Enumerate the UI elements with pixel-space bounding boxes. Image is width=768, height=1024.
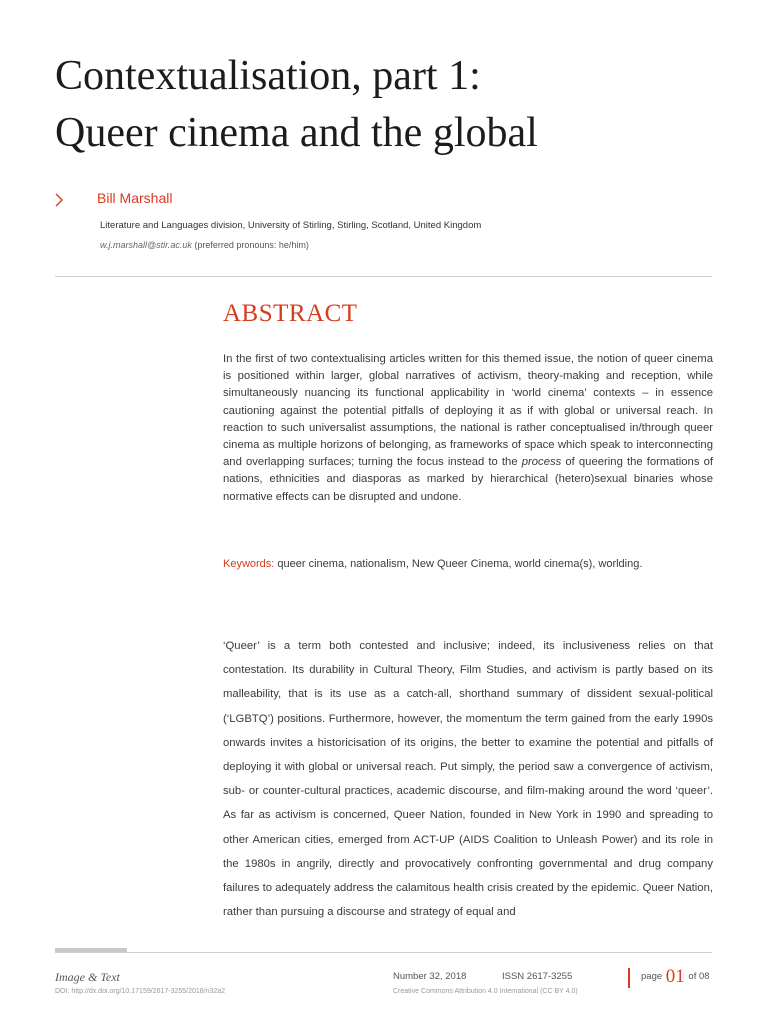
author-email[interactable]: w.j.marshall@stir.ac.uk [100,240,192,250]
page-total: of 08 [688,971,710,982]
keywords-list: queer cinema, nationalism, New Queer Cinema, world cinema(s), worlding. [277,558,643,570]
issue-number: Number 32, 2018 [393,971,467,982]
author-contact [100,240,309,250]
author-pronouns: (preferred pronouns: he/him) [194,240,309,250]
abstract-text-part-1: In the first of two contextualising articles written for this themed issue, the notion of queer cinema is positioned within larger, global narratives of activism, theory-making and reception, while simultaneously nuancing its functional applicability in ‘world cinema’ contexts – in essence cautioning against the potential pitfalls of deploying it as if with global or universal reach. In reaction to such universalist assumptions, the national is rather conceptualised in/through queer cinema as multiple horizons of belonging, as frameworks of space which speak to interconnecting and overlapping surfaces; turning the focus instead to the [223,353,713,469]
license: Creative Commons Attribution 4.0 International (CC BY 4.0) [393,988,578,995]
issn: ISSN 2617-3255 [502,971,573,982]
title-line-1: Contextualisation, part 1: [55,53,481,99]
page-current: 01 [665,966,685,987]
article-title [55,48,735,162]
page-label: page [641,971,663,982]
doi-link[interactable]: DOI: http://dx.doi.org/10.17159/2617-3255/2018/n32a2 [55,988,226,995]
chevron-right-icon [52,188,72,212]
footer-divider [55,952,712,953]
title-line-2: Queer cinema and the global [55,110,538,156]
abstract-text-italic: process [521,456,562,469]
page-number [641,966,710,988]
keywords-label: Keywords: [223,558,275,570]
author-affiliation: Literature and Languages division, University of Stirling, Stirling, Scotland, United Kingdom [100,220,482,231]
page-divider [628,968,630,988]
abstract-text [223,351,713,506]
abstract-heading: ABSTRACT [223,300,358,327]
author-name: Bill Marshall [97,190,173,206]
header-divider [55,276,712,277]
abstract-text-part-2: of queering the formations of nations, ethnicities and diasporas as marked by hierarchical (hetero)sexual binaries whose normative effects can be disrupted and undone. [223,456,713,503]
body-paragraph: ‘Queer’ is a term both contested and inclusive; indeed, its inclusiveness relies on that contestation. Its durability in Cultural Theory, Film Studies, and activism is partly based on its malleability, that is its use as a catch-all, shorthand summary of dissident sexual-political (‘LGBTQ’) positions. Furthermore, however, the momentum the term gained from the early 1990s onwards invites a historicisation of its origins, the better to examine the potential and pitfalls of deploying it with global or universal reach. Put simply, the period saw a convergence of activism, sub- or counter-cultural practices, academic discourse, and film-making around the word ‘queer’. As far as activism is concerned, Queer Nation, founded in New York in 1990 and spreading to other American cities, emerged from ACT-UP (AIDS Coalition to Unleash Power) and its role in the 1980s in angrily, directly and provocatively confronting governmental and drug company failures to adequately address the calamitous health crisis created by the epidemic. Queer Nation, rather than pursuing a discourse and strategy of equal and [223,640,713,919]
keywords [223,558,723,570]
journal-name: Image & Text [55,970,120,984]
